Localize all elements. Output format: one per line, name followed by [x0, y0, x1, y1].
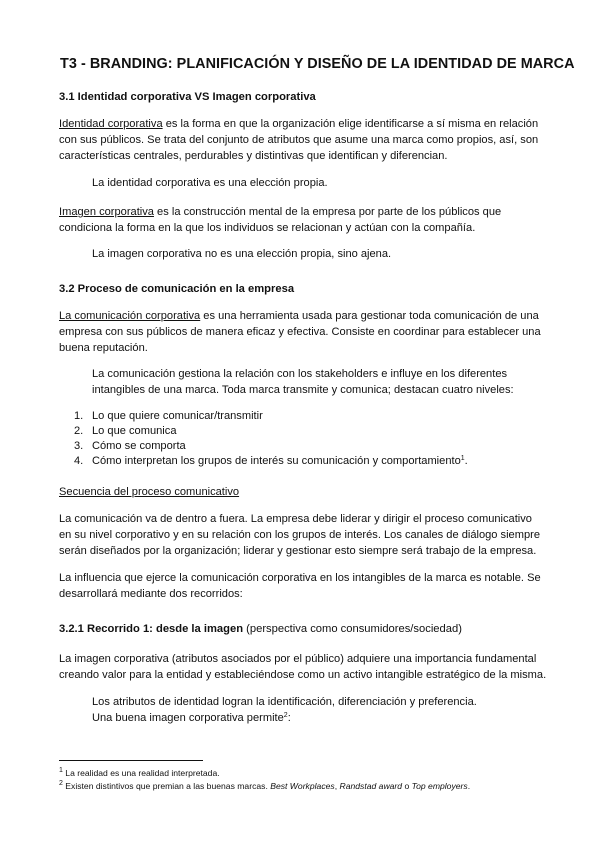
paragraph-identidad-line-2: con sus públicos. Se trata del conjunto de atributos que asume una marca como propios, así, son	[59, 134, 539, 146]
indented-note-stakeholders-line-1: La comunicación gestiona la relación con los stakeholders e influye en los diferentes	[92, 368, 508, 380]
paragraph-comunicacion-line-1	[59, 308, 539, 324]
paragraph-text: es una herramienta usada para gestionar toda comunicación de una	[200, 310, 539, 322]
indented-note-imagen: La imagen corporativa no es una elección propia, sino ajena.	[92, 248, 392, 260]
list-item: 1. Lo que quiere comunicar/transmitir	[74, 410, 263, 422]
paragraph-text: es la forma en que la organización elige identificarse a sí misma en relación	[162, 118, 539, 130]
term-comunicacion-corporativa: La comunicación corporativa	[59, 310, 201, 322]
footnote-ref-1[interactable]: 1	[460, 455, 465, 462]
paragraph-secuencia-line-1: La comunicación va de dentro a fuera. La empresa debe liderar y dirigir el proceso comunicativo	[59, 513, 532, 525]
page-title: T3 - BRANDING: PLANIFICACIÓN Y DISEÑO DE LA IDENTIDAD DE MARCA	[60, 56, 575, 72]
indented-note-atributos-line-1: Los atributos de identidad logran la identificación, diferenciación y preferencia.	[92, 696, 477, 708]
paragraph-recorrido-line-2: creando valor para la entidad y estableciéndose como un activo intangible estratégico de la misma.	[59, 669, 547, 681]
paragraph-influencia-line-2: desarrollará mediante dos recorridos:	[59, 588, 243, 600]
section-heading-3-2: 3.2 Proceso de comunicación en la empresa	[59, 283, 295, 295]
paragraph-identidad-line-1	[59, 116, 538, 132]
paragraph-identidad-line-3: características centrales, perdurables y distintivas que identifican y diferencian.	[59, 150, 448, 162]
list-item: 2. Lo que comunica	[74, 425, 177, 437]
list-item: 3. Cómo se comporta	[74, 440, 186, 452]
footnote-1: $^1$ La realidad es una realidad interpretada.	[59, 767, 220, 778]
indented-note-atributos-line-2: Una buena imagen corporativa permite$^2$:	[92, 712, 291, 724]
paragraph-secuencia-line-2: en su nivel corporativo y en su relación con los grupos de interés. Los canales de diálogo siempre	[59, 529, 541, 541]
section-heading-3-2-1: 3.2.1 Recorrido 1: desde la imagen (perspectiva como consumidores/sociedad)	[59, 623, 462, 635]
paragraph-recorrido-line-1: La imagen corporativa (atributos asociados por el público) adquiere una importancia fundamental	[59, 653, 537, 665]
footnote-2: $^2$ Existen distintivos que premian a las buenas marcas. Best Workplaces, Randstad award o Top employers.	[59, 780, 471, 791]
footnote-ref-2[interactable]: 2	[283, 712, 288, 719]
paragraph-text: es la construcción mental de la empresa por parte de los públicos que	[153, 206, 502, 218]
paragraph-comunicacion-line-3: buena reputación.	[59, 342, 148, 354]
paragraph-comunicacion-line-2: empresa con sus públicos de manera eficaz y efectiva. Consiste en coordinar para establecer una	[59, 326, 541, 338]
subheading-secuencia: Secuencia del proceso comunicativo	[59, 486, 240, 498]
list-item: 4. Cómo interpretan los grupos de interés su comunicación y comportamiento$^1$.	[74, 455, 468, 467]
indented-note-identidad: La identidad corporativa es una elección propia.	[92, 177, 328, 189]
footnote-divider	[59, 760, 203, 761]
section-heading-3-1: 3.1 Identidad corporativa VS Imagen corporativa	[59, 91, 316, 103]
term-imagen-corporativa: Imagen corporativa	[59, 206, 154, 218]
term-identidad-corporativa: Identidad corporativa	[59, 118, 163, 130]
paragraph-imagen-line-2: condiciona la forma en la que los individuos se relacionan y actúan con la compañía.	[59, 222, 476, 234]
paragraph-influencia-line-1: La influencia que ejerce la comunicación corporativa en los intangibles de la marca es notable. Se	[59, 572, 541, 584]
paragraph-imagen-line-1	[59, 204, 501, 220]
paragraph-secuencia-line-3: serán diseñados por la organización; liderar y gestionar esto siempre será trabajo de la empresa.	[59, 545, 537, 557]
indented-note-stakeholders-line-2: intangibles de una marca. Toda marca transmite y comunica; destacan cuatro niveles:	[92, 384, 514, 396]
